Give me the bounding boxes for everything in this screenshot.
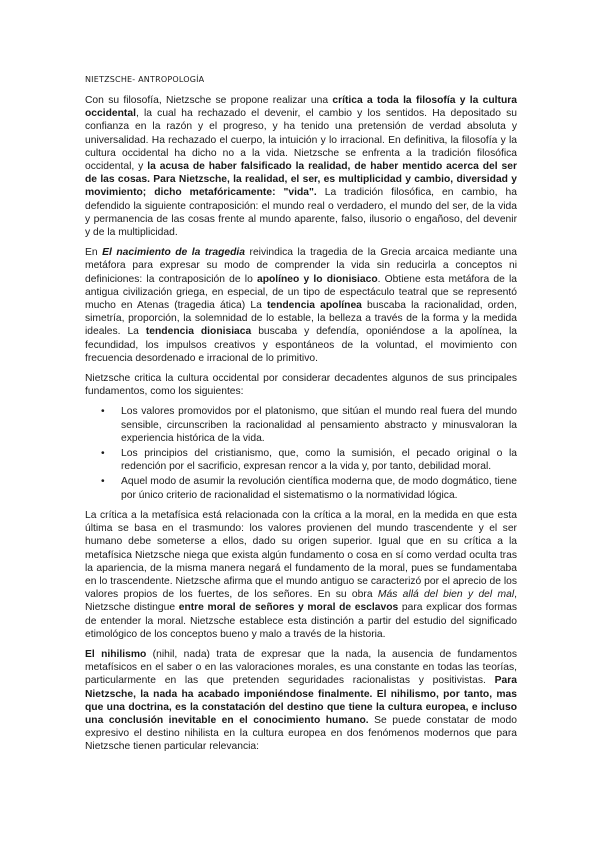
paragraph-nihilism bbox=[85, 648, 517, 754]
text-span: La tradición filosófica, en cambio, ha defendido la siguiente contraposición: el mundo real o verdadero, el mundo del ser, de la vida y permanencia de las cosas frente al mundo aparente, falso, ilusorio o engañoso, del devenir y de la multiplicidad. bbox=[85, 187, 517, 239]
list-item-text: Los valores promovidos por el platonismo, que sitúan el mundo real fuera del mundo sensible, circunscriben la racionalidad al pensamiento abstracto y minusvaloran la experiencia histórica de la vida. bbox=[121, 406, 517, 444]
text-span: Se puede constatar de modo expresivo el destino nihilista en la cultura europea en dos fenómenos modernos que para Nietzsche tienen particular relevancia: bbox=[85, 714, 517, 753]
text-span: reivindica la tragedia de la Grecia arcaica mediante una metáfora para expresar su modo de comprender la vida sin reducirla a conceptos ni definiciones: la contraposición de lo bbox=[85, 247, 517, 285]
paragraph-list-intro: Nietzsche critica la cultura occidental por considerar decadentes algunos de sus principales fundamentos, como los siguientes: bbox=[85, 373, 517, 398]
bold-span: entre moral de señores y moral de esclavos bbox=[178, 602, 399, 614]
paragraph-birth-of-tragedy bbox=[85, 246, 517, 365]
bold-span: crítica a toda la filosofía y la cultura occidental bbox=[85, 95, 517, 120]
list-item bbox=[101, 475, 517, 501]
text-span: La crítica a la metafísica está relacionada con la crítica a la moral, en la medida en que esta última se basa en el trasmundo: los valores provienen del mundo trascendente y el ser humano debe someterse a ellos, dado su origen superior. Igual que en su crítica a la metafísica Nietzsche niega que exista algún fundamento o cosa en sí como verdad oculta tras la apariencia, de la misma manera negará el fundamento de la moral, pues se fundamentaba en lo trascendente. Nietzsche afirma que el mundo antiguo se caracterizó por el aprecio de los valores propios de los fuertes, de los señores. En su obra bbox=[85, 509, 517, 601]
list-item-text: Los principios del cristianismo, que, como la sumisión, el pecado original o la redención por el sacrificio, expresan rencor a la vida y, por tanto, debilidad moral. bbox=[121, 448, 517, 473]
text-span: para explicar dos formas de entender la moral. Nietzsche establece esta distinción a partir del estudio del significado etimológico de los conceptos bueno y malo a través de la historia. bbox=[85, 602, 517, 640]
text-span: . Obtiene esta metáfora de la antigua civilización griega, en especial, de un tipo de espectáculo teatral que se representó mucho en Atenas (tragedia ática) La bbox=[85, 273, 517, 312]
text-span: (nihil, nada) trata de expresar que la nada, la ausencia de fundamentos metafísicos en el saber o en las valoraciones morales, es una constante en todas las teorías, particularmente en las que pretenden seguridades racionalistas y positivistas. bbox=[85, 648, 517, 687]
bullet-icon: • bbox=[101, 448, 105, 460]
bullet-icon: • bbox=[101, 476, 105, 488]
text-span: buscaba y defendía, oponiéndose a la apolínea, la fecundidad, los impulsos creativos y espontáneos de la voluntad, el movimiento con frecuencia desordenado e irracional de lo primitivo. bbox=[85, 326, 517, 364]
text-span: , la cual ha rechazado el devenir, el cambio y los sentidos. Ha depositado su confianza en la razón y el progreso, y ha tenido una pretensión de verdad absoluta y universalidad. Ha rechazado el cuerpo, la intuición y lo irracional. En definitiva, la filosofía y la cultura occidental ha dicho no a la vida. Nietzsche se enfrenta a la tradición filosófica occidental, y bbox=[85, 108, 517, 173]
bold-span: la acusa de haber falsificado la realidad, de haber mentido acerca del ser de las cosas. Para Nietzsche, la realidad, el ser, es multiplicidad y cambio, diversidad y movimiento; dicho metafóricamente: "vida". bbox=[85, 161, 517, 199]
bullet-icon: • bbox=[101, 406, 105, 418]
list-item bbox=[101, 447, 517, 473]
text-span: , Nietzsche distingue bbox=[85, 589, 517, 614]
text-span: buscaba la racionalidad, orden, simetría, proporción, la solemnidad de lo estable, la belleza a través de la forma y la medida ideales. La bbox=[85, 300, 517, 338]
bold-span: tendencia apolínea bbox=[266, 300, 362, 312]
text-span: En bbox=[85, 247, 103, 259]
bold-span: tendencia dionisiaca bbox=[145, 326, 252, 338]
paragraph-critique-morality bbox=[85, 509, 517, 641]
document-header: NIETZSCHE- ANTROPOLOGÍA bbox=[85, 75, 205, 84]
italic-span: El nacimiento de la tragedia bbox=[102, 247, 245, 259]
paragraph-critique-western-philosophy bbox=[85, 94, 517, 239]
italic-span: Más allá del bien y del mal bbox=[377, 589, 515, 601]
fundamentals-list bbox=[85, 405, 517, 501]
list-item-text: Aquel modo de asumir la revolución científica moderna que, de modo dogmático, tiene por único criterio de racionalidad el sistematismo o la normatividad lógica. bbox=[121, 476, 517, 501]
bold-span: apolíneo y lo dionisiaco bbox=[256, 273, 378, 285]
bold-span: El nihilismo bbox=[85, 648, 147, 660]
text-span: Con su filosofía, Nietzsche se propone realizar una bbox=[85, 95, 333, 106]
bold-italic-title bbox=[102, 247, 245, 258]
list-item bbox=[101, 405, 517, 445]
bold-span: Para Nietzsche, la nada ha acabado imponiéndose finalmente. El nihilismo, por tanto, mas que una doctrina, es la constatación del destino que tiene la cultura europea, e incluso una conclusión inevitable en el conocimiento humano. bbox=[85, 675, 517, 726]
